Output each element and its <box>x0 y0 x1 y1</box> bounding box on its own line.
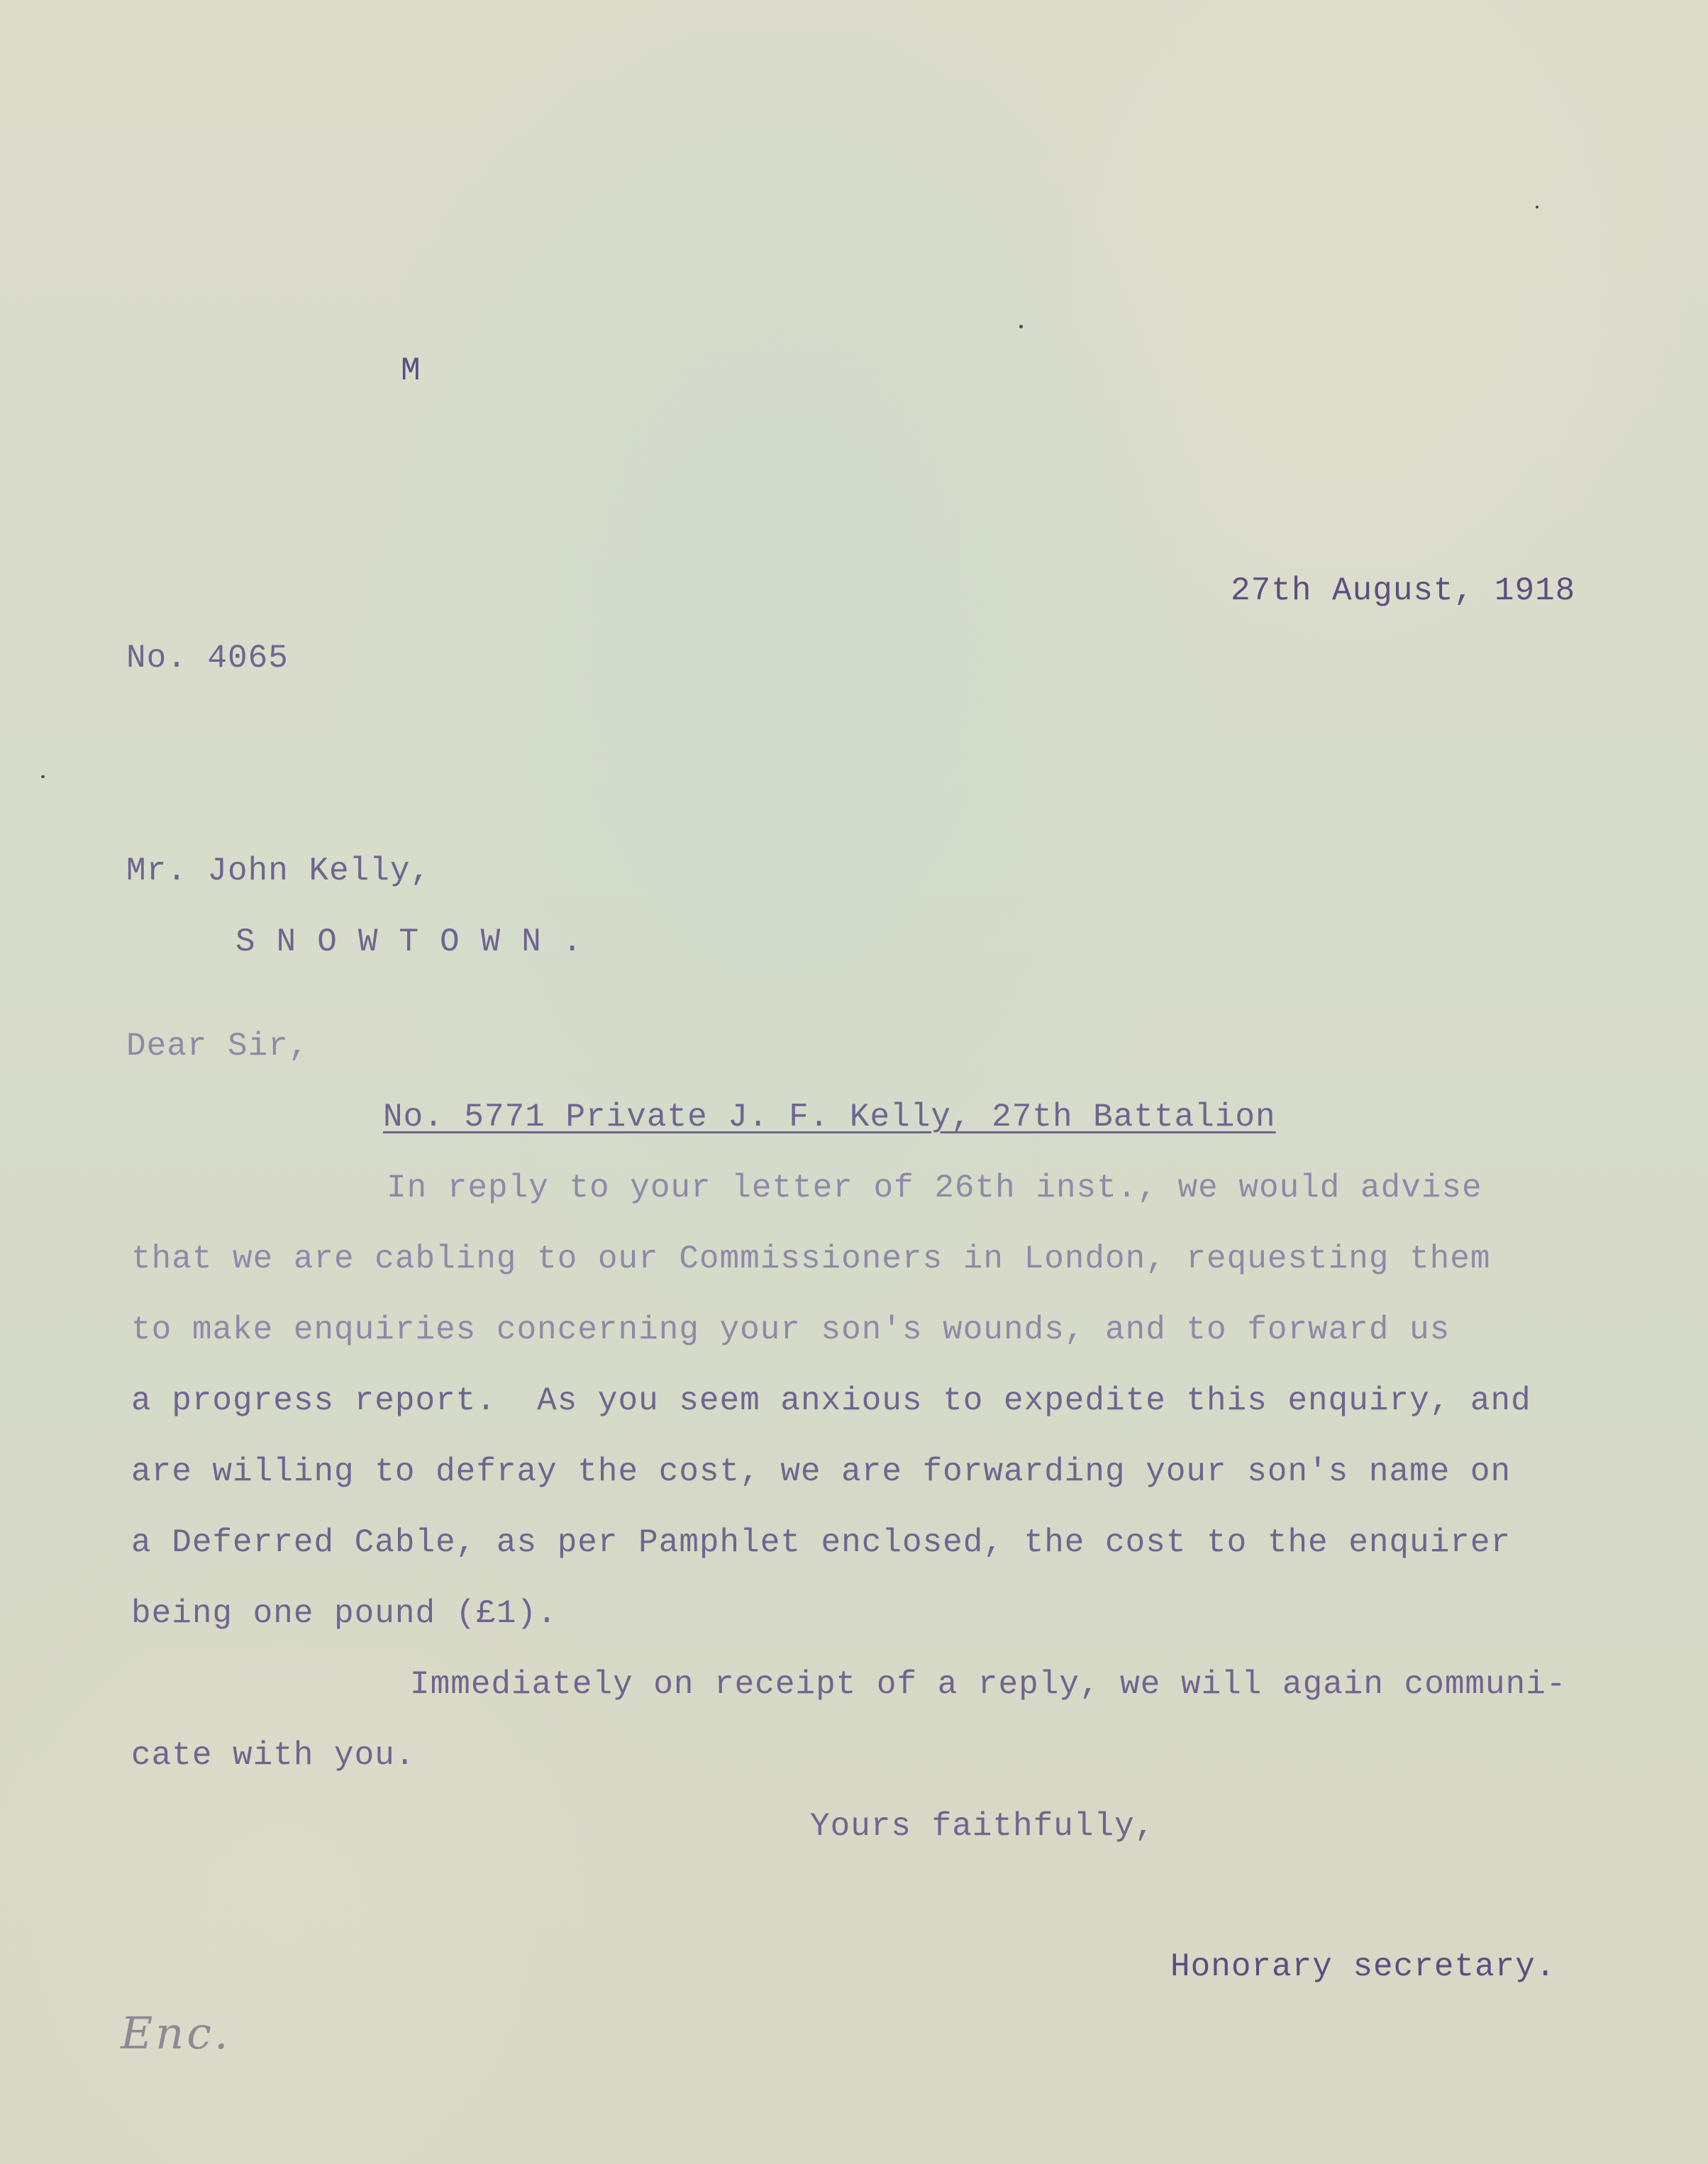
handwritten-enclosure-note: Enc. <box>121 2007 231 2059</box>
body-line: Immediately on receipt of a reply, we will again communi- <box>410 1666 1567 1703</box>
salutation: Dear Sir, <box>126 1028 309 1065</box>
body-line: being one pound (£1). <box>131 1595 558 1632</box>
paper-speck <box>41 775 45 778</box>
body-line: a progress report. As you seem anxious to expedite this enquiry, and <box>131 1382 1531 1419</box>
letter-initial: M <box>401 353 421 389</box>
subject-line: No. 5771 Private J. F. Kelly, 27th Battalion <box>383 1099 1276 1136</box>
paper-speck <box>1536 206 1538 209</box>
letter-date: 27th August, 1918 <box>1231 572 1576 609</box>
body-line: that we are cabling to our Commissioners in London, requesting them <box>131 1241 1491 1277</box>
reference-number: No. 4065 <box>126 640 289 677</box>
body-line: to make enquiries concerning your son's wounds, and to forward us <box>131 1311 1451 1348</box>
body-line: are willing to defray the cost, we are forwarding your son's name on <box>131 1453 1512 1490</box>
paper-speck <box>1019 325 1023 328</box>
recipient-name: Mr. John Kelly, <box>126 853 431 889</box>
signatory-title: Honorary secretary. <box>1170 1948 1556 1985</box>
body-line: a Deferred Cable, as per Pamphlet enclosed, the cost to the enquirer <box>131 1524 1512 1561</box>
body-line: In reply to your letter of 26th inst., we would advise <box>387 1170 1482 1206</box>
closing: Yours faithfully, <box>810 1808 1155 1845</box>
body-line: cate with you. <box>131 1737 416 1774</box>
recipient-town: SNOWTOWN. <box>235 923 604 960</box>
